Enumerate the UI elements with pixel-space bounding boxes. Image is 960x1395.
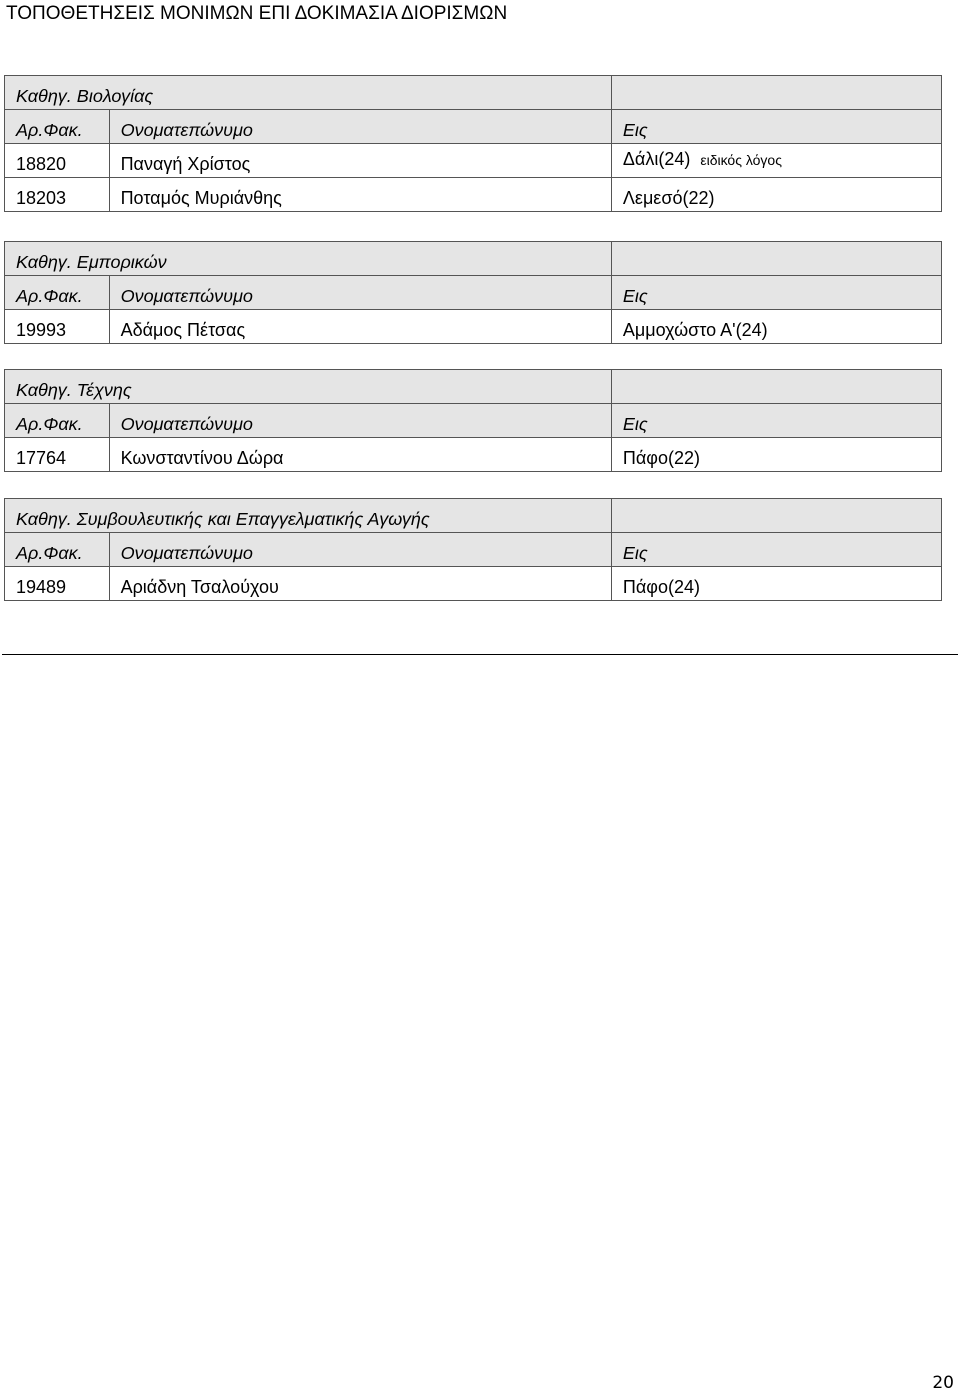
header-destination: Εις [611, 533, 941, 567]
destination-note: ειδικός λόγος [700, 152, 782, 168]
horizontal-divider [2, 654, 958, 655]
category-label: Καθηγ. Συμβουλευτικής και Επαγγελματικής Αγωγής [5, 499, 612, 533]
category-label: Καθηγ. Εμπορικών [5, 242, 612, 276]
page-title: ΤΟΠΟΘΕΤΗΣΕΙΣ ΜΟΝΙΜΩΝ ΕΠΙ ΔΟΚΙΜΑΣΙΑ ΔΙΟΡΙΣΜΩΝ [6, 3, 508, 24]
full-name-cell: Κωνσταντίνου Δώρα [109, 438, 611, 472]
full-name-cell: Ποταμός Μυριάνθης [109, 178, 611, 212]
placement-table-art [4, 369, 942, 472]
header-full-name: Ονοματεπώνυμο [109, 533, 611, 567]
header-file-number: Αρ.Φακ. [5, 404, 110, 438]
placement-table-biology [4, 75, 942, 212]
placement-table-counselling [4, 498, 942, 601]
table-row [5, 567, 942, 601]
file-number-cell: 18203 [5, 178, 110, 212]
placement-table-commerce [4, 241, 942, 344]
destination-cell: Πάφο(22) [611, 438, 941, 472]
destination-cell: Λεμεσό(22) [611, 178, 941, 212]
header-row [5, 110, 942, 144]
category-row [5, 242, 942, 276]
category-row [5, 370, 942, 404]
destination-cell [611, 144, 941, 178]
header-file-number: Αρ.Φακ. [5, 276, 110, 310]
file-number-cell: 18820 [5, 144, 110, 178]
category-label: Καθηγ. Τέχνης [5, 370, 612, 404]
category-empty-cell [611, 370, 941, 404]
full-name-cell: Αριάδνη Τσαλούχου [109, 567, 611, 601]
full-name-cell: Αδάμος Πέτσας [109, 310, 611, 344]
header-file-number: Αρ.Φακ. [5, 533, 110, 567]
destination-text: Δάλι(24) [622, 149, 691, 169]
header-file-number: Αρ.Φακ. [5, 110, 110, 144]
header-destination: Εις [611, 276, 941, 310]
page-number: 20 [932, 1373, 954, 1393]
header-row [5, 404, 942, 438]
header-row [5, 533, 942, 567]
header-row [5, 276, 942, 310]
table-row [5, 438, 942, 472]
header-full-name: Ονοματεπώνυμο [109, 110, 611, 144]
file-number-cell: 17764 [5, 438, 110, 472]
table-row [5, 310, 942, 344]
category-row [5, 499, 942, 533]
header-full-name: Ονοματεπώνυμο [109, 404, 611, 438]
header-destination: Εις [611, 110, 941, 144]
destination-cell: Πάφο(24) [611, 567, 941, 601]
file-number-cell: 19489 [5, 567, 110, 601]
category-empty-cell [611, 499, 941, 533]
category-row [5, 76, 942, 110]
category-empty-cell [611, 76, 941, 110]
category-empty-cell [611, 242, 941, 276]
table-row [5, 178, 942, 212]
category-label: Καθηγ. Βιολογίας [5, 76, 612, 110]
full-name-cell: Παναγή Χρίστος [109, 144, 611, 178]
header-full-name: Ονοματεπώνυμο [109, 276, 611, 310]
destination-cell: Αμμοχώστο Α'(24) [611, 310, 941, 344]
table-row [5, 144, 942, 178]
file-number-cell: 19993 [5, 310, 110, 344]
header-destination: Εις [611, 404, 941, 438]
